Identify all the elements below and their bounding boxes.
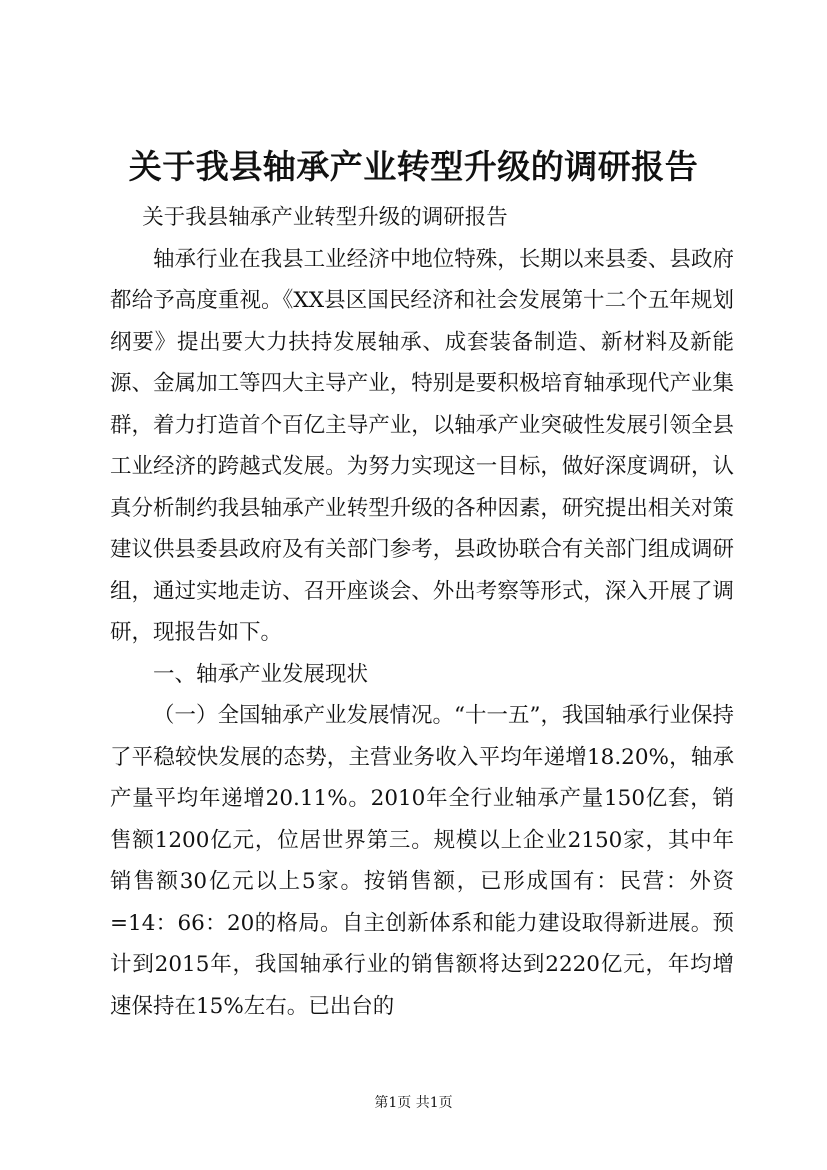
intro-paragraph: 轴承行业在我县工业经济中地位特殊，长期以来县委、县政府都给予高度重视。《XX县区国民经济和社会发展第十二个五年规划纲要》提出要大力扶持发展轴承、成套装备制造、新材料及新能源、金属加工等四大主导产业，特别是要积极培育轴承现代产业集群，着力打造首个百亿主导产业，以轴承产业突破性发展引领全县工业经济的跨越式发展。为努力实现这一目标，做好深度调研，认真分析制约我县轴承产业转型升级的各种因素，研究提出相关对策建议供县委县政府及有关部门参考，县政协联合有关部门组成调研组，通过实地走访、召开座谈会、外出考察等形式，深入开展了调研，现报告如下。	[110, 246, 734, 645]
document-body	[110, 197, 734, 1027]
page-footer: 第1页 共1页	[374, 1095, 453, 1111]
national-status-paragraph: （一）全国轴承产业发展情况。“十一五”，我国轴承行业保持了平稳较快发展的态势，主营业务收入平均年递增18.20%，轴承产量平均年递增20.11%。2010年全行业轴承产量150亿套，销售额1200亿元，位居世界第三。规模以上企业2150家，其中年销售额30亿元以上5家。按销售额，已形成国有：民营：外资=14：66：20的格局。自主创新体系和能力建设取得新进展。预计到2015年，我国轴承行业的销售额将达到2220亿元，年均增速保持在15%左右。已出台的	[110, 703, 734, 1019]
section-heading: 一、轴承产业发展现状	[153, 661, 369, 687]
document-title: 关于我县轴承产业转型升级的调研报告	[128, 147, 699, 186]
document-subtitle: 关于我县轴承产业转型升级的调研报告	[142, 205, 508, 230]
